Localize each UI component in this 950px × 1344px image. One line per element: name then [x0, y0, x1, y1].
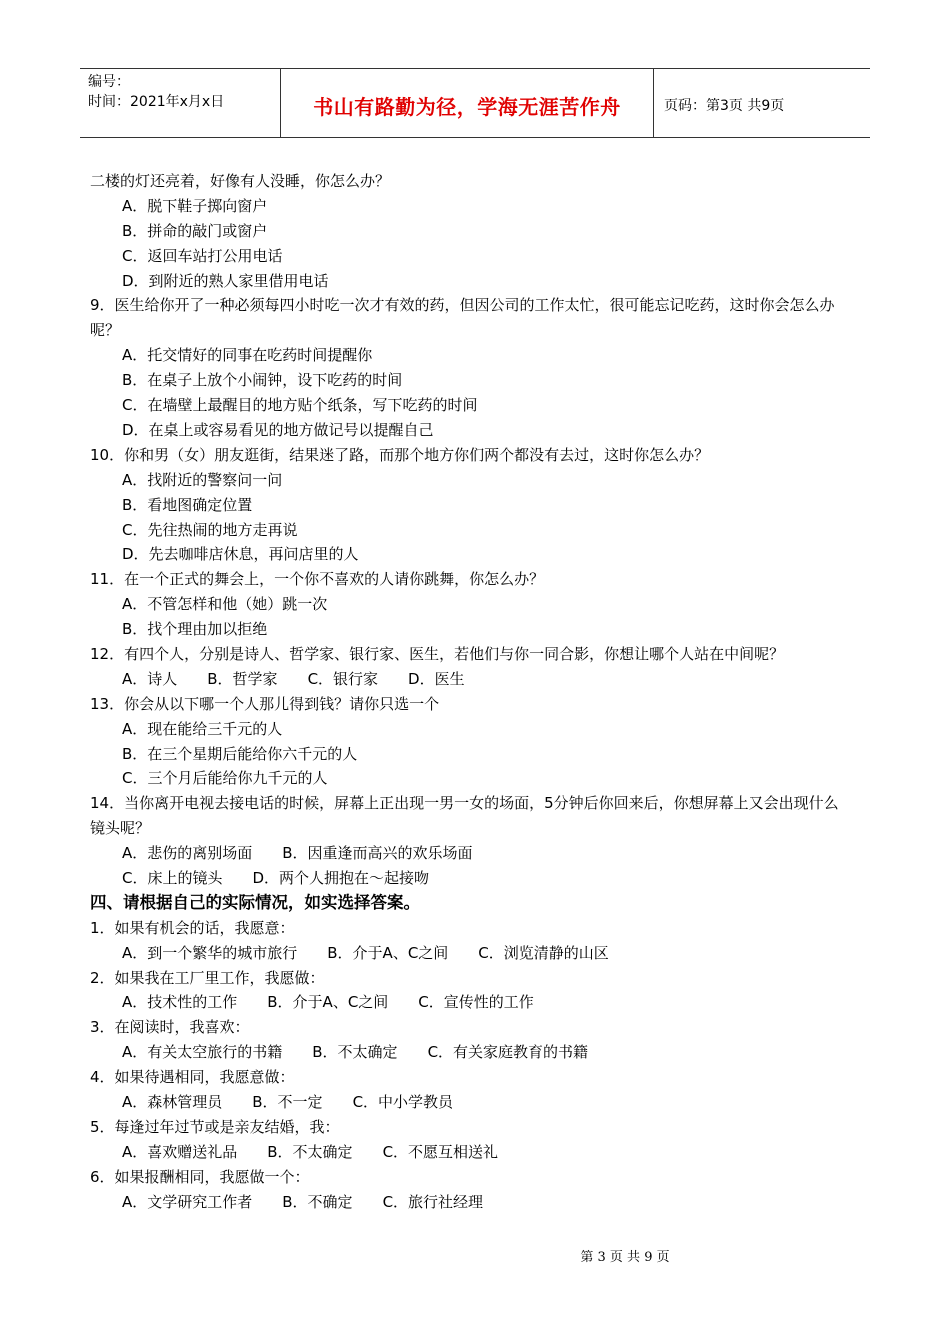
- answer-option: A．有关太空旅行的书籍: [122, 1043, 283, 1062]
- answer-option: B．看地图确定位置: [122, 495, 253, 514]
- header-motto: 书山有路勤为径，学海无涯苦作舟: [281, 69, 654, 137]
- section-heading: 四、请根据自己的实际情况，如实选择答案。: [90, 892, 420, 912]
- answer-option: C．在墙壁上最醒目的地方贴个纸条，写下吃药的时间: [122, 396, 478, 415]
- page-header: [80, 68, 870, 138]
- answer-option: C．中小学教员: [352, 1093, 454, 1112]
- answer-option: C．返回车站打公用电话: [122, 246, 283, 265]
- answer-option: B．不太确定: [267, 1142, 353, 1161]
- answer-option: B．介于A、C之间: [327, 943, 449, 962]
- answer-option: A．到一个繁华的城市旅行: [122, 943, 298, 962]
- question: 5．每逢过年过节或是亲友结婚，我：: [90, 1117, 340, 1136]
- answer-option-row: [90, 1090, 850, 1115]
- question: 1．如果有机会的话，我愿意：: [90, 918, 295, 937]
- answer-option-row: [90, 941, 850, 966]
- answer-option: C．旅行社经理: [382, 1192, 484, 1211]
- number-label: 编号：: [88, 74, 130, 90]
- answer-option: B．在三个星期后能给你六千元的人: [122, 744, 358, 763]
- answer-option: B．不确定: [282, 1192, 353, 1211]
- answer-option-row: [90, 667, 850, 692]
- question: 2．如果我在工厂里工作，我愿做：: [90, 968, 325, 987]
- question: 11．在一个正式的舞会上，一个你不喜欢的人请你跳舞，你怎么办？: [90, 570, 545, 589]
- answer-option: B．不太确定: [312, 1043, 398, 1062]
- answer-option: C．三个月后能给你九千元的人: [122, 769, 328, 788]
- answer-option: B．介于A、C之间: [267, 993, 389, 1012]
- answer-option: A．现在能给三千元的人: [122, 719, 283, 738]
- answer-option: C．床上的镜头: [122, 869, 223, 888]
- question: 9．医生给你开了一种必须每四小时吃一次才有效的药，但因公司的工作太忙，很可能忘记吃药，这时你会怎么办呢？: [90, 296, 835, 340]
- question: 3．在阅读时，我喜欢：: [90, 1018, 250, 1037]
- header-meta: [80, 69, 281, 137]
- answer-option: A．喜欢赠送礼品: [122, 1142, 238, 1161]
- answer-option: C．先往热闹的地方走再说: [122, 520, 298, 539]
- answer-option-row: [90, 1140, 850, 1165]
- answer-option: D．在桌上或容易看见的地方做记号以提醒自己: [122, 420, 434, 439]
- answer-option: B．在桌子上放个小闹钟，设下吃药的时间: [122, 371, 403, 390]
- answer-option: C．银行家: [307, 669, 379, 688]
- answer-option: B．找个理由加以拒绝: [122, 620, 268, 639]
- answer-option: D．到附近的熟人家里借用电话: [122, 271, 329, 290]
- header-page-label: 页码：第3页 共9页: [664, 97, 785, 114]
- answer-option: B．因重逢而高兴的欢乐场面: [282, 844, 473, 863]
- answer-option: A．脱下鞋子掷向窗户: [122, 196, 268, 215]
- question: 4．如果待遇相同，我愿意做：: [90, 1068, 295, 1087]
- answer-option: B．哲学家: [207, 669, 278, 688]
- date-label: 时间：2021年x月x日: [88, 94, 225, 110]
- answer-option: A．找附近的警察问一问: [122, 470, 283, 489]
- question: 6．如果报酬相同，我愿做一个：: [90, 1167, 310, 1186]
- answer-option: A．托交情好的同事在吃药时间提醒你: [122, 346, 373, 365]
- page-footer: 第 3 页 共 9 页: [580, 1250, 670, 1265]
- answer-option-row: [90, 866, 850, 891]
- answer-option: C．浏览清静的山区: [478, 943, 609, 962]
- answer-option: A．诗人: [122, 669, 178, 688]
- question: 13．你会从以下哪一个人那儿得到钱？请你只选一个: [90, 694, 440, 713]
- answer-option: D．两个人拥抱在～起接吻: [252, 869, 430, 888]
- answer-option: C．宣传性的工作: [418, 993, 534, 1012]
- answer-option: C．不愿互相送礼: [382, 1142, 499, 1161]
- question: 10．你和男（女）朋友逛街，结果迷了路，而那个地方你们两个都没有去过，这时你怎么办？: [90, 445, 710, 464]
- answer-option: C．有关家庭教育的书籍: [427, 1043, 589, 1062]
- answer-option: A．不管怎样和他（她）跳一次: [122, 595, 328, 614]
- answer-option-row: [90, 841, 850, 866]
- question: 14．当你离开电视去接电话的时候，屏幕上正出现一男一女的场面，5分钟后你回来后，你想屏幕上又会出现什么镜头呢？: [90, 794, 839, 838]
- answer-option: A．文学研究工作者: [122, 1192, 253, 1211]
- answer-option: B．不一定: [252, 1093, 323, 1112]
- question: 二楼的灯还亮着，好像有人没睡，你怎么办？: [90, 172, 391, 190]
- answer-option: A．技术性的工作: [122, 993, 238, 1012]
- answer-option-row: [90, 1190, 850, 1215]
- document-body: [90, 169, 850, 1214]
- answer-option: A．悲伤的离别场面: [122, 844, 253, 863]
- answer-option-row: [90, 990, 850, 1015]
- answer-option: A．森林管理员: [122, 1093, 223, 1112]
- answer-option: B．拼命的敲门或窗户: [122, 221, 268, 240]
- question: 12．有四个人，分别是诗人、哲学家、银行家、医生，若他们与你一同合影，你想让哪个人站在中间呢？: [90, 644, 785, 663]
- answer-option: D．先去咖啡店休息，再问店里的人: [122, 545, 359, 564]
- answer-option-row: [90, 1040, 850, 1065]
- answer-option: D．医生: [408, 669, 465, 688]
